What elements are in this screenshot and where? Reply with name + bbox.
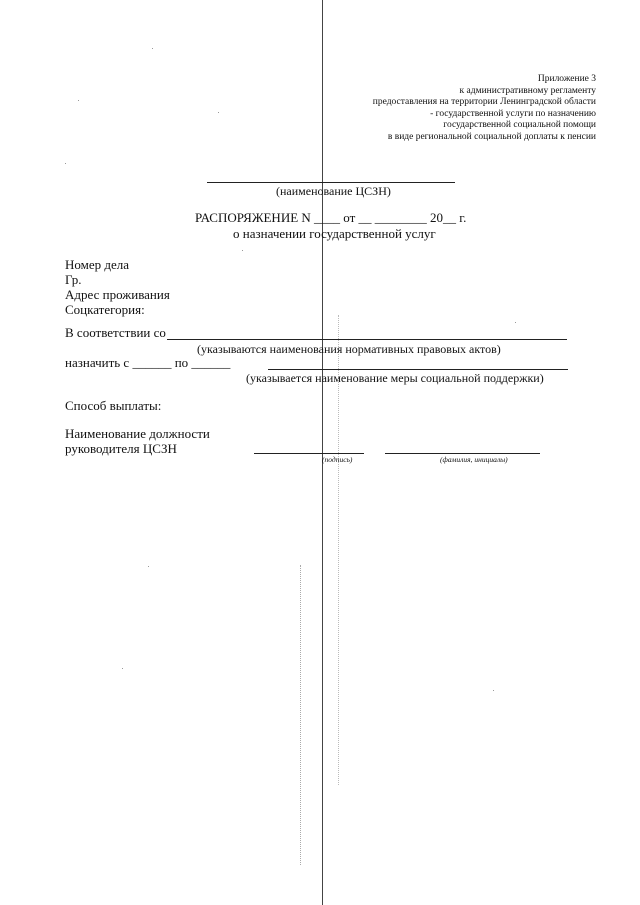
order-title: РАСПОРЯЖЕНИЕ N ____ от __ ________ 20__ г. (195, 210, 467, 225)
assign-line (268, 369, 568, 370)
basis-label: В соответствии со (65, 325, 166, 340)
signature-line (254, 453, 364, 454)
assign-label: назначить с ______ по ______ (65, 355, 231, 370)
appendix-line: государственной социальной помощи (443, 120, 596, 130)
signature-caption: (подпись) (322, 455, 353, 464)
appendix-line: - государственной услуги по назначению (430, 108, 596, 119)
social-category-label: Соцкатегория: (65, 302, 145, 317)
assign-caption: (указывается наименование меры социальной поддержки) (246, 371, 544, 385)
order-subtitle: о назначении государственной услуг (233, 226, 436, 241)
scan-artifact-line-faint (300, 565, 301, 865)
address-label: Адрес проживания (65, 287, 170, 302)
case-fields (65, 257, 170, 317)
citizen-label: Гр. (65, 272, 82, 287)
appendix-block (373, 74, 596, 143)
position-line-1: Наименование должности (65, 426, 210, 441)
appendix-line: предоставления на территории Ленинградской области (372, 97, 596, 107)
appendix-line: в виде региональной социальной доплаты к пенсии (387, 131, 596, 142)
name-line (385, 453, 540, 454)
basis-caption: (указываются наименования нормативных правовых актов) (197, 342, 501, 356)
name-caption: (фамилия, инициалы) (440, 455, 508, 464)
case-number-label: Номер дела (65, 257, 130, 272)
appendix-line: Приложение 3 (537, 74, 596, 84)
appendix-line: к административному регламенту (459, 85, 596, 96)
org-name-line (207, 182, 455, 183)
position-label (65, 426, 210, 456)
payment-label: Способ выплаты: (65, 398, 162, 413)
position-line-2: руководителя ЦСЗН (65, 441, 177, 456)
basis-line (167, 339, 567, 340)
org-caption: (наименование ЦСЗН) (276, 184, 391, 198)
